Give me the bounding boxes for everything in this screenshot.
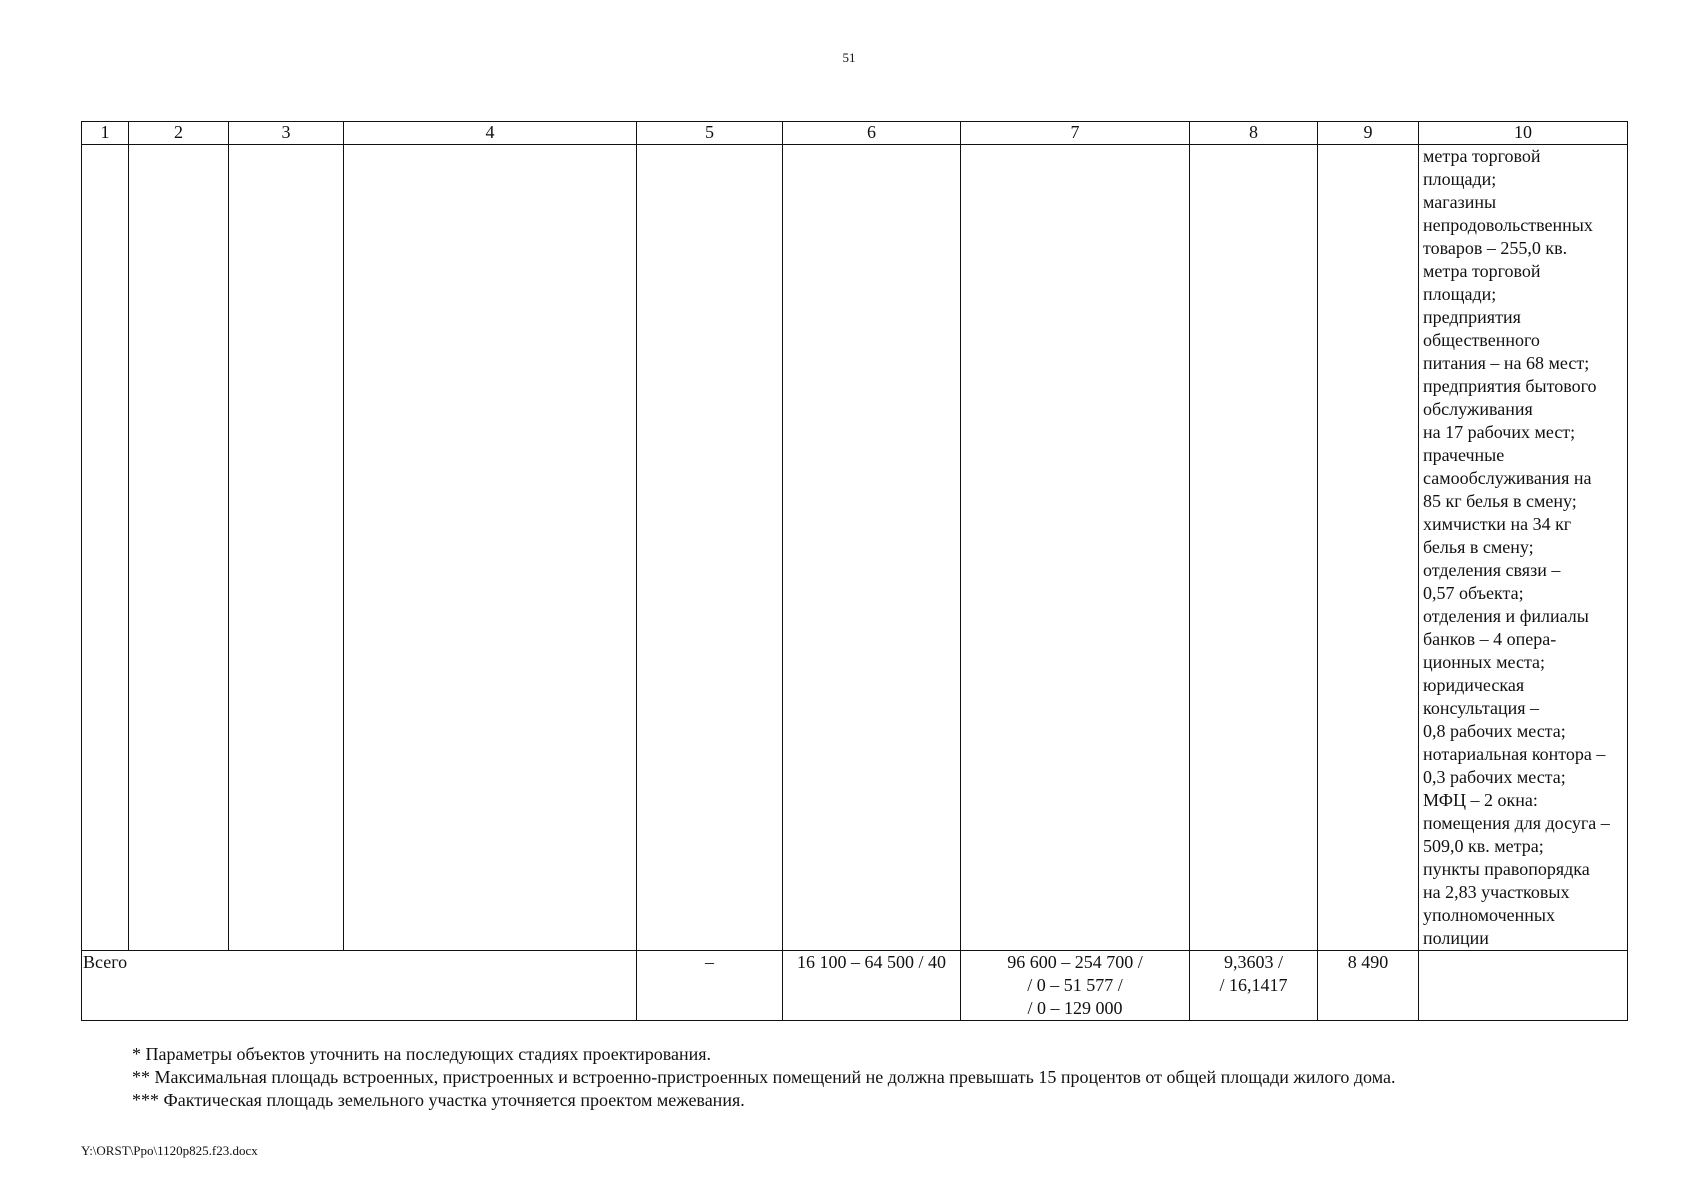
page-number: 51 bbox=[842, 50, 856, 65]
header-col-8: 8 bbox=[1190, 122, 1318, 145]
file-path-footer: Y:\ORST\Ppo\1120p825.f23.docx bbox=[81, 1143, 258, 1158]
total-col-9: 8 490 bbox=[1318, 951, 1419, 1021]
total-col-10 bbox=[1419, 951, 1628, 1021]
cell-col-8 bbox=[1190, 145, 1318, 951]
header-col-6: 6 bbox=[783, 122, 961, 145]
cell-col-2 bbox=[129, 145, 229, 951]
header-col-7: 7 bbox=[961, 122, 1190, 145]
total-label: Всего bbox=[82, 951, 637, 1021]
cell-col-3 bbox=[229, 145, 344, 951]
header-col-2: 2 bbox=[129, 122, 229, 145]
header-col-3: 3 bbox=[229, 122, 344, 145]
header-col-5: 5 bbox=[637, 122, 783, 145]
total-col-5: – bbox=[637, 951, 783, 1021]
footnote-3: *** Фактическая площадь земельного участка уточняется проектом межевания. bbox=[132, 1090, 745, 1110]
cell-col-9 bbox=[1318, 145, 1419, 951]
total-col-6: 16 100 – 64 500 / 40 bbox=[783, 951, 961, 1021]
cell-col-1 bbox=[82, 145, 129, 951]
total-col-8: 9,3603 / / 16,1417 bbox=[1190, 951, 1318, 1021]
total-col-7: 96 600 – 254 700 / / 0 – 51 577 / / 0 – 129 000 bbox=[961, 951, 1190, 1021]
footnote-1: * Параметры объектов уточнить на последующих стадиях проектирования. bbox=[132, 1044, 712, 1064]
cell-col-5 bbox=[637, 145, 783, 951]
header-col-4: 4 bbox=[344, 122, 637, 145]
table-row bbox=[82, 145, 1628, 951]
footnotes bbox=[132, 1043, 1395, 1112]
cell-col-4 bbox=[344, 145, 637, 951]
cell-col-10-objects-list: метра торговой площади; магазины непродовольственных товаров – 255,0 кв. метра торговой площади; предприятия общественного питания – на 68 мест; предприятия бытового обслуживания на 17 рабочих мест; прачечные самообслуживания на 85 кг белья в смену; химчистки на 34 кг белья в смену; отделения связи – 0,57 объекта; отделения и филиалы банков – 4 опера- ционных места; юридическая консультация – 0,8 рабочих места; нотариальная контора – 0,3 рабочих места; МФЦ – 2 окна: помещения для досуга – 509,0 кв. метра; пункты правопорядка на 2,83 участковых уполномоченных полиции bbox=[1419, 145, 1628, 951]
cell-col-7 bbox=[961, 145, 1190, 951]
data-table bbox=[81, 121, 1628, 1021]
header-col-1: 1 bbox=[82, 122, 129, 145]
header-row bbox=[82, 122, 1628, 145]
total-row bbox=[82, 951, 1628, 1021]
footnote-2: ** Максимальная площадь встроенных, пристроенных и встроенно-пристроенных помещений не должна превышать 15 процентов от общей площади жилого дома. bbox=[132, 1067, 1396, 1087]
header-col-9: 9 bbox=[1318, 122, 1419, 145]
cell-col-6 bbox=[783, 145, 961, 951]
header-col-10: 10 bbox=[1419, 122, 1628, 145]
